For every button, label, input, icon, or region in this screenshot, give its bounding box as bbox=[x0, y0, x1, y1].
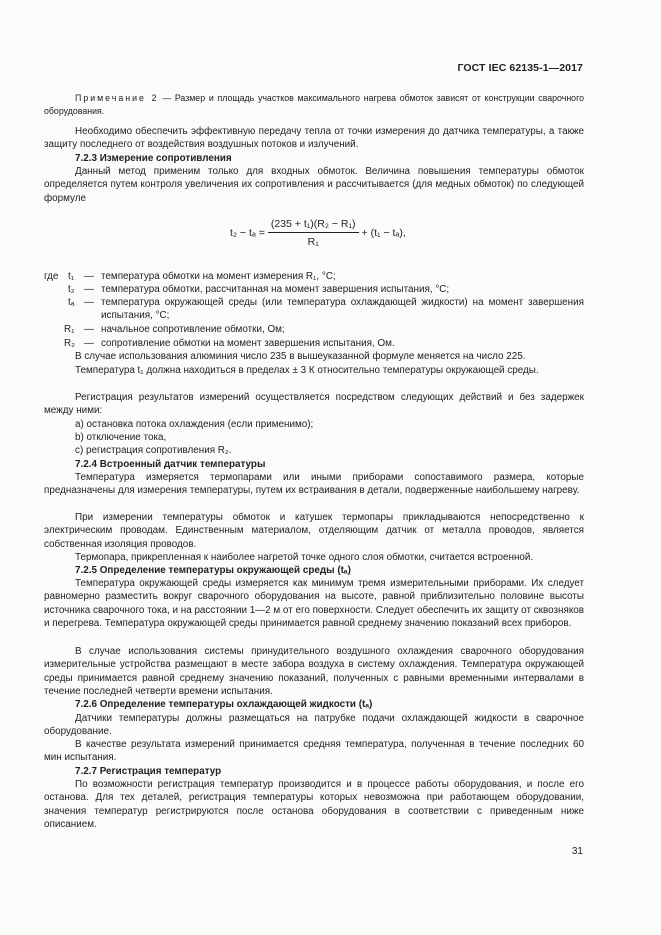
list-item: c) регистрация сопротивления R₂. bbox=[75, 445, 232, 456]
section-title-7-2-7: 7.2.7 Регистрация температур bbox=[75, 766, 222, 777]
formula-denominator: R₁ bbox=[307, 236, 319, 248]
where-dash: — bbox=[84, 271, 94, 282]
paragraph-transfer: Необходимо обеспечить эффективную передачу тепла от точки измерения до датчика температуры, а также защиту последнего от воздействия воздушных потоков и излучений. bbox=[44, 126, 584, 151]
note-label: Примечание 2 bbox=[75, 93, 159, 103]
where-text: температура обмотки, рассчитанная на момент завершения испытания, °C; bbox=[101, 284, 450, 295]
where-dash: — bbox=[84, 324, 94, 335]
note-text: — Размер и площадь участков максимального нагрева обмоток зависят от конструкции сварочного оборудования. bbox=[44, 93, 584, 116]
paragraph-7-2-5-2: В случае использования системы принудительного воздушного охлаждения сварочного оборудования измерительные устройства размещают в месте забора воздуха в систему охлаждения. Температура окружающей среды принимается равной среднему значению показаний, полученных с равными временными интервалами в течение последней четверти времени испытания. bbox=[44, 646, 584, 698]
where-text: сопротивление обмотки на момент завершения испытания, Ом. bbox=[101, 338, 395, 349]
note-paragraph bbox=[44, 92, 584, 117]
where-word: где bbox=[44, 271, 59, 282]
paragraph-7-2-6-2: В качестве результата измерений принимается средняя температура, полученная в течение последних 60 мин испытания. bbox=[44, 739, 584, 764]
paragraph-aluminium: В случае использования алюминия число 235 в вышеуказанной формуле меняется на число 225. bbox=[75, 351, 526, 362]
paragraph-7-2-4-1: Температура измеряется термопарами или иными приборами сопоставимого размера, которые предназначены для измерения температуры, путем их встраивания в детали, подверженные наибольшему нагреву. bbox=[44, 472, 584, 497]
where-dash: — bbox=[84, 338, 94, 349]
list-item: b) отключение тока, bbox=[75, 432, 167, 443]
paragraph-7-2-4-3: Термопара, прикрепленная к наиболее нагретой точке одного слоя обмотки, считается встроенной. bbox=[75, 552, 534, 563]
resistance-formula bbox=[230, 218, 406, 248]
where-symbol: tₐ bbox=[68, 297, 75, 308]
paragraph-registration: Регистрация результатов измерений осуществляется посредством следующих действий и без задержек между ними: bbox=[44, 392, 584, 417]
paragraph-7-2-6-1: Датчики температуры должны размещаться на патрубке подачи охлаждающей жидкости в сварочное оборудование. bbox=[44, 713, 584, 738]
list-item: а) остановка потока охлаждения (если применимо); bbox=[75, 419, 314, 430]
where-symbol: t₂ bbox=[68, 284, 75, 295]
section-title-7-2-3: 7.2.3 Измерение сопротивления bbox=[75, 153, 232, 164]
paragraph-7-2-7: По возможности регистрация температур производится и в процессе работы оборудования, и после его останова. Для тех деталей, регистрация температуры которых невозможна при работающем оборудовании, значения температур регистрируются после останова оборудования в соответствии с приведенным ниже описанием. bbox=[44, 779, 584, 831]
formula-fraction bbox=[268, 218, 359, 248]
where-symbol: R₁ bbox=[64, 324, 75, 335]
section-title-7-2-6: 7.2.6 Определение температуры охлаждающей жидкости (tₐ) bbox=[75, 699, 373, 710]
where-symbol: R₂ bbox=[64, 338, 75, 349]
where-symbol: t₁ bbox=[68, 271, 75, 282]
where-dash: — bbox=[84, 284, 94, 295]
formula-lhs: t₂ − tₐ = bbox=[230, 227, 265, 239]
section-title-7-2-5: 7.2.5 Определение температуры окружающей среды (tₐ) bbox=[75, 565, 351, 576]
paragraph-7-2-4-2: При измерении температуры обмоток и катушек термопары прикладываются непосредственно к электрическим проводам. Единственным материалом, отделяющим датчик от металла проводов, является собственная изоляция проводов. bbox=[44, 512, 584, 550]
formula-rhs: + (t₁ − tₐ), bbox=[361, 227, 406, 239]
where-dash: — bbox=[84, 297, 94, 308]
standard-header: ГОСТ IEC 62135-1—2017 bbox=[457, 62, 583, 74]
where-text: температура обмотки на момент измерения R₁, °C; bbox=[101, 271, 336, 282]
page-number: 31 bbox=[571, 846, 583, 857]
section-title-7-2-4: 7.2.4 Встроенный датчик температуры bbox=[75, 459, 266, 470]
paragraph-7-2-3: Данный метод применим только для входных обмоток. Величина повышения температуры обмоток определяется путем контроля увеличения их сопротивления и рассчитывается (для медных обмоток) по следующей формуле bbox=[44, 166, 584, 204]
where-text: температура окружающей среды (или температура охлаждающей жидкости) на момент завершения испытания, °C; bbox=[101, 297, 584, 322]
formula-numerator: (235 + t₁)(R₂ − R₁) bbox=[268, 218, 359, 233]
paragraph-7-2-5-1: Температура окружающей среды измеряется как минимум тремя измерительными приборами. Их следует равномерно разместить вокруг сварочного оборудования на высоте, равной приблизительно половине высоты источника сварочного тока, и на расстоянии 1—2 м от его поверхности. Следует обеспечить их защиту от сквозняков и перегрева. Температура окружающей среды принимается равной среднему значению показаний всех приборов. bbox=[44, 578, 584, 630]
where-text: начальное сопротивление обмотки, Ом; bbox=[101, 324, 285, 335]
paragraph-t1: Температура t₁ должна находиться в пределах ± 3 К относительно температуры окружающей среды. bbox=[75, 365, 539, 376]
